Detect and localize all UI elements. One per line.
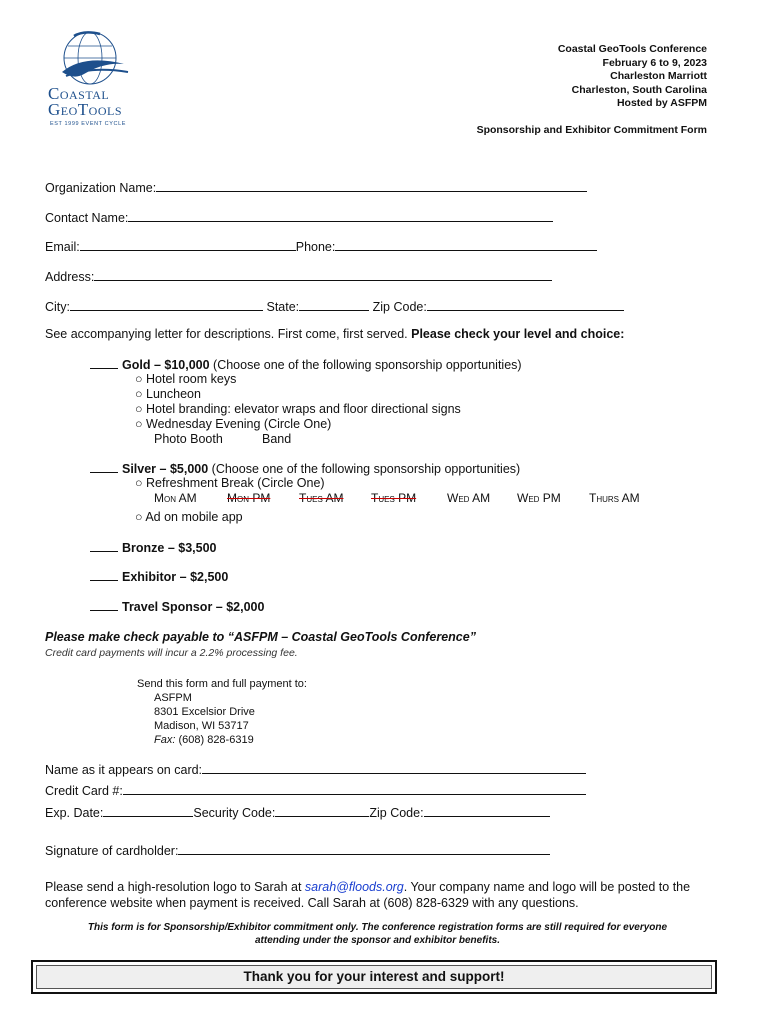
instructions-bold: Please check your level and choice: bbox=[411, 327, 625, 341]
silver-option[interactable] bbox=[135, 476, 325, 490]
disclaimer-line1: This form is for Sponsorship/Exhibitor commitment only. The conference registration forms are still required for everyone bbox=[87, 922, 668, 933]
mail-name: ASFPM bbox=[154, 692, 192, 704]
slot-tues-am-label: Tues AM bbox=[299, 491, 344, 505]
logo-word-2: GeoTools bbox=[48, 100, 122, 119]
fax-label: Fax: bbox=[154, 734, 176, 746]
exhibitor-label: Exhibitor – $2,500 bbox=[122, 570, 229, 584]
gold-option[interactable] bbox=[135, 372, 236, 386]
card-name-label: Name as it appears on card: bbox=[45, 763, 203, 777]
circle-bullet-icon: ○ bbox=[135, 402, 147, 416]
city-state-zip-field[interactable] bbox=[45, 298, 624, 314]
gold-checkbox[interactable] bbox=[90, 357, 118, 369]
logo bbox=[44, 26, 144, 130]
card-number-field[interactable] bbox=[45, 782, 586, 798]
signature-line[interactable] bbox=[178, 842, 550, 855]
travel-label: Travel Sponsor – $2,000 bbox=[122, 600, 265, 614]
signature-field[interactable] bbox=[45, 842, 550, 858]
check-payable: Please make check payable to “ASFPM – Coastal GeoTools Conference” bbox=[45, 630, 476, 644]
contact-label: Contact Name: bbox=[45, 211, 129, 225]
address-line[interactable] bbox=[94, 268, 552, 281]
instructions bbox=[45, 327, 624, 341]
circle-bullet-icon: ○ bbox=[135, 476, 147, 490]
card-name-field[interactable] bbox=[45, 761, 586, 777]
thank-you-text: Thank you for your interest and support! bbox=[36, 965, 712, 989]
address-label: Address: bbox=[45, 270, 95, 284]
card-zip-label: Zip Code: bbox=[369, 806, 424, 820]
logo-instructions-line2: conference website when payment is received. Call Sarah at (608) 828-6329 with any questions. bbox=[45, 896, 579, 910]
bronze-label: Bronze – $3,500 bbox=[122, 541, 217, 555]
exp-line[interactable] bbox=[103, 804, 193, 817]
mail-city: Madison, WI 53717 bbox=[154, 720, 249, 732]
security-line[interactable] bbox=[275, 804, 369, 817]
form-title: Sponsorship and Exhibitor Commitment Form bbox=[476, 124, 707, 136]
slot-wed-pm[interactable]: Wed PM bbox=[517, 491, 561, 505]
gold-note: (Choose one of the following sponsorship opportunities) bbox=[209, 358, 522, 372]
logo-note-text-end: . Your company name and logo will be posted to the bbox=[403, 880, 691, 894]
card-name-line[interactable] bbox=[202, 761, 586, 774]
phone-label: Phone: bbox=[295, 240, 336, 254]
zip-line[interactable] bbox=[427, 298, 624, 311]
gold-option-label: Luncheon bbox=[146, 387, 201, 401]
sarah-email-link[interactable]: sarah@floods.org bbox=[304, 880, 404, 894]
gold-option-label: Hotel branding: elevator wraps and floor directional signs bbox=[146, 402, 461, 416]
silver-label: Silver – $5,000 bbox=[122, 462, 209, 476]
circle-bullet-icon: ○ bbox=[135, 417, 147, 431]
silver-option[interactable] bbox=[135, 510, 243, 524]
logo-word-1: Coastal bbox=[48, 84, 110, 103]
gold-option-label: Hotel room keys bbox=[146, 372, 237, 386]
slot-wed-am[interactable]: Wed AM bbox=[447, 491, 491, 505]
contact-field[interactable] bbox=[45, 209, 553, 225]
silver-option-label: Refreshment Break (Circle One) bbox=[146, 476, 325, 490]
slot-thurs-am[interactable]: Thurs AM bbox=[589, 491, 640, 505]
city-label: City: bbox=[45, 300, 70, 314]
circle-bullet-icon: ○ bbox=[135, 387, 147, 401]
gold-option[interactable] bbox=[135, 387, 201, 401]
circle-bullet-icon: ○ bbox=[135, 510, 146, 524]
organization-line[interactable] bbox=[156, 179, 587, 192]
card-number-label: Credit Card #: bbox=[45, 784, 123, 798]
email-label: Email: bbox=[45, 240, 80, 254]
state-line[interactable] bbox=[299, 298, 369, 311]
conference-name: Coastal GeoTools Conference bbox=[557, 43, 707, 55]
gold-option-label: Wednesday Evening (Circle One) bbox=[146, 417, 332, 431]
city-line[interactable] bbox=[70, 298, 263, 311]
conference-host: Hosted by ASFPM bbox=[616, 97, 707, 109]
fax bbox=[154, 734, 254, 746]
gold-level[interactable] bbox=[90, 357, 522, 372]
slot-tues-am bbox=[299, 491, 343, 505]
bronze-checkbox[interactable] bbox=[90, 540, 118, 552]
slot-mon-pm bbox=[227, 491, 270, 505]
logo-tagline: EST 1999 EVENT CYCLE bbox=[50, 121, 126, 127]
contact-line[interactable] bbox=[128, 209, 553, 222]
travel-checkbox[interactable] bbox=[90, 599, 118, 611]
gold-option[interactable] bbox=[135, 417, 331, 431]
card-zip-line[interactable] bbox=[424, 804, 550, 817]
silver-checkbox[interactable] bbox=[90, 461, 118, 473]
email-line[interactable] bbox=[80, 238, 296, 251]
logo-instructions bbox=[45, 880, 690, 894]
conference-dates: February 6 to 9, 2023 bbox=[602, 56, 707, 69]
silver-option-label: Ad on mobile app bbox=[145, 510, 243, 524]
conference-venue: Charleston Marriott bbox=[610, 70, 707, 82]
slot-mon-pm-label: Mon PM bbox=[227, 491, 271, 505]
gold-choice-photo-booth[interactable]: Photo Booth bbox=[154, 432, 223, 446]
state-label: State: bbox=[266, 300, 300, 314]
card-exp-field[interactable] bbox=[45, 804, 550, 820]
silver-note: (Choose one of the following sponsorship opportunities) bbox=[208, 462, 521, 476]
phone-line[interactable] bbox=[335, 238, 597, 251]
silver-level[interactable] bbox=[90, 461, 520, 476]
mail-street: 8301 Excelsior Drive bbox=[154, 706, 255, 718]
signature-label: Signature of cardholder: bbox=[45, 844, 179, 858]
security-label: Security Code: bbox=[193, 806, 276, 820]
send-to: Send this form and full payment to: bbox=[137, 678, 307, 690]
exhibitor-level[interactable] bbox=[90, 569, 228, 584]
thank-you-banner bbox=[31, 960, 717, 994]
organization-label: Organization Name: bbox=[45, 181, 157, 195]
exhibitor-checkbox[interactable] bbox=[90, 569, 118, 581]
slot-mon-am[interactable]: Mon AM bbox=[154, 491, 197, 505]
globe-icon bbox=[44, 26, 144, 90]
disclaimer-line2: attending under the sponsor and exhibitor benefits. bbox=[254, 935, 500, 946]
bronze-level[interactable] bbox=[90, 540, 217, 555]
conference-city: Charleston, South Carolina bbox=[571, 83, 707, 96]
slot-tues-pm-label: Tues PM bbox=[371, 491, 417, 505]
logo-note-text: Please send a high-resolution logo to Sarah at bbox=[45, 880, 305, 894]
fax-number: (608) 828-6319 bbox=[175, 734, 254, 746]
card-number-line[interactable] bbox=[123, 782, 586, 795]
gold-option[interactable] bbox=[135, 402, 461, 416]
gold-label: Gold – $10,000 bbox=[122, 358, 210, 372]
organization-field[interactable] bbox=[45, 179, 587, 195]
circle-bullet-icon: ○ bbox=[135, 372, 147, 386]
email-phone-field[interactable] bbox=[45, 238, 597, 254]
zip-label: Zip Code: bbox=[372, 300, 427, 314]
travel-level[interactable] bbox=[90, 599, 264, 614]
slot-tues-pm bbox=[371, 491, 416, 505]
instructions-text: See accompanying letter for descriptions. First come, first served. bbox=[45, 327, 412, 341]
gold-choice-band[interactable]: Band bbox=[262, 432, 292, 446]
processing-fee: Credit card payments will incur a 2.2% processing fee. bbox=[45, 647, 298, 659]
address-field[interactable] bbox=[45, 268, 552, 284]
exp-label: Exp. Date: bbox=[45, 806, 104, 820]
